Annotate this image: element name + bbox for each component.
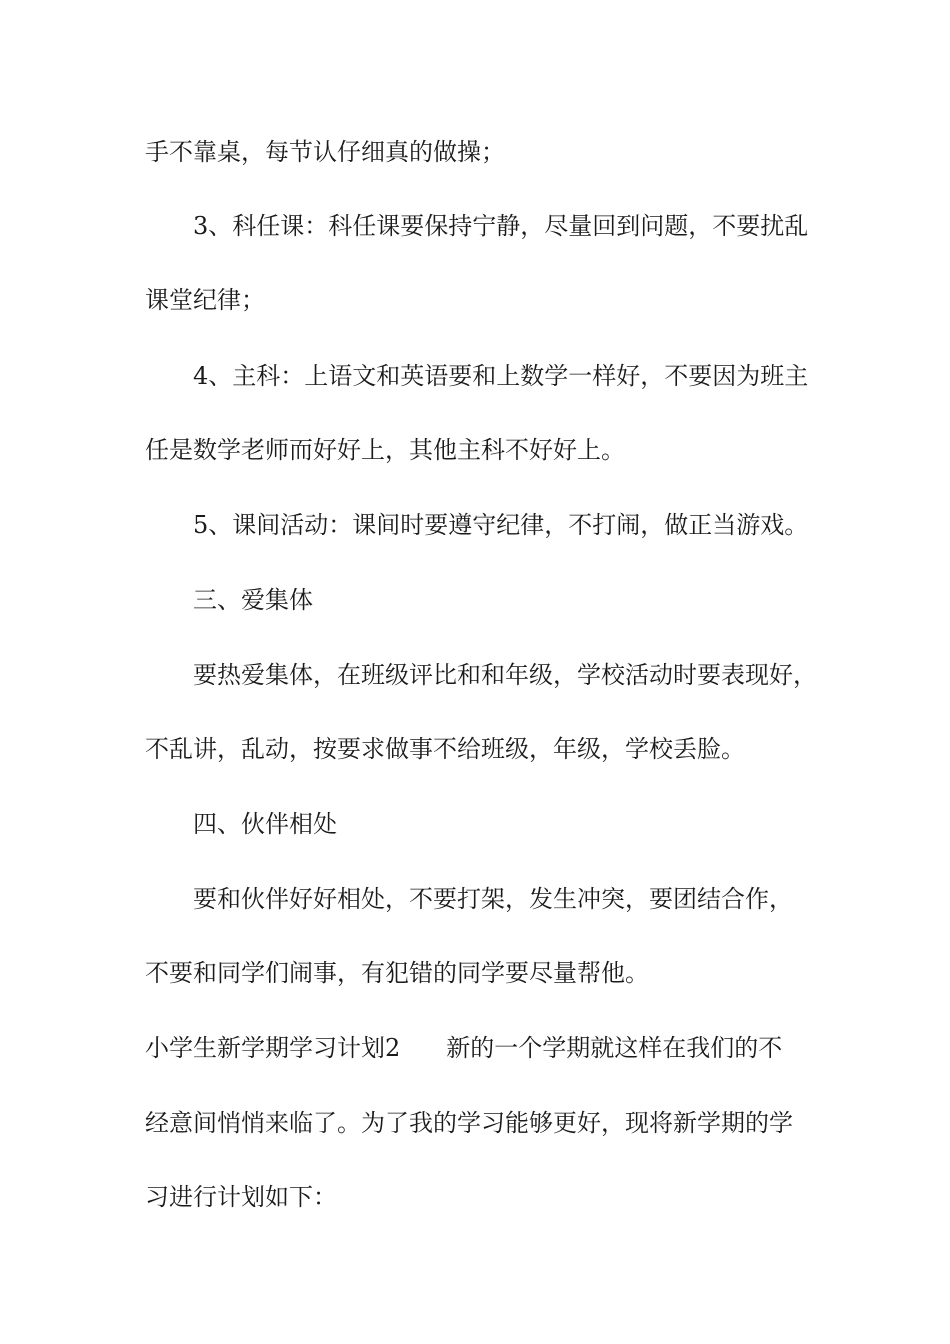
text-line: 不要和同学们闹事，有犯错的同学要尽量帮他。 (145, 959, 649, 987)
section2-text: 新的一个学期就这样在我们的不 (446, 1034, 783, 1062)
text-line: 要和伙伴好好相处，不要打架，发生冲突，要团结合作， (193, 885, 793, 913)
text-line: 习进行计划如下： (145, 1183, 337, 1211)
section2-title: 小学生新学期学习计划2 (145, 1034, 401, 1062)
text-line: 经意间悄悄来临了。为了我的学习能够更好，现将新学期的学 (145, 1109, 793, 1137)
section-heading: 三、爱集体 (193, 586, 313, 614)
text-line: 不乱讲，乱动，按要求做事不给班级，年级，学校丢脸。 (145, 735, 745, 763)
text-line: 任是数学老师而好好上，其他主科不好好上。 (145, 436, 625, 464)
section-heading: 四、伙伴相处 (193, 810, 337, 838)
text-line: 5、课间活动：课间时要遵守纪律，不打闹，做正当游戏。 (193, 511, 809, 539)
text-line: 手不靠桌，每节认仔细真的做操； (145, 138, 505, 166)
text-line: 课堂纪律； (145, 286, 265, 314)
text-line: 要热爱集体，在班级评比和和年级，学校活动时要表现好， (193, 661, 817, 689)
text-line: 3、科任课：科任课要保持宁静，尽量回到问题，不要扰乱 (193, 212, 809, 240)
section2-line (145, 1028, 845, 1068)
text-line: 4、主科：上语文和英语要和上数学一样好，不要因为班主 (193, 362, 809, 390)
